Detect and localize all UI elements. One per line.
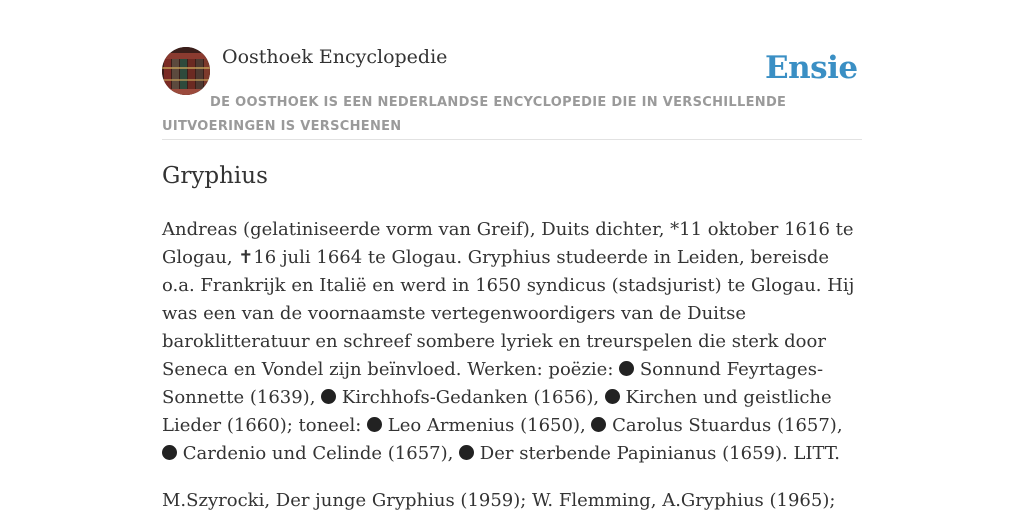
bullet-icon bbox=[459, 445, 474, 460]
bullet-icon bbox=[162, 445, 177, 460]
literature-references: M.Szyrocki, Der junge Gryphius (1959); W. Flemming, A.Gryphius (1965); bbox=[162, 490, 836, 511]
article-title: Gryphius bbox=[162, 163, 268, 189]
bullet-icon bbox=[321, 389, 336, 404]
ensie-logo-link[interactable]: Ensie bbox=[765, 50, 858, 86]
body-text: Cardenio und Celinde (1657), bbox=[177, 443, 460, 464]
body-text: Sonnund Feyrtages-Sonnette (1639), bbox=[162, 359, 824, 408]
bullet-icon bbox=[605, 389, 620, 404]
bullet-icon bbox=[591, 417, 606, 432]
header-divider bbox=[162, 139, 862, 140]
books-icon bbox=[162, 47, 210, 95]
site-name-link[interactable]: Oosthoek Encyclopedie bbox=[222, 46, 448, 68]
bullet-icon bbox=[367, 417, 382, 432]
article-body bbox=[162, 216, 862, 468]
body-text: Andreas (gelatiniseerde vorm van Greif), Duits dichter, *11 oktober 1616 te Glogau, ✝16 juli 1664 te Glogau. Gryphius studeerde in Leiden, bereisde o.a. Frankrijk en Italië en werd in 1650 syndicus (stadsjurist) te Glogau. Hij was een van de voornaamste vertegenwoordigers van de Duitse baroklitteratuur en schreef sombere lyriek en treurspelen die sterk door Seneca en Vondel zijn beïnvloed. Werken: poëzie: bbox=[162, 219, 855, 380]
bullet-icon bbox=[619, 361, 634, 376]
body-text: Leo Armenius (1650), bbox=[382, 415, 592, 436]
article-content bbox=[162, 216, 862, 512]
body-text: Kirchhofs-Gedanken (1656), bbox=[336, 387, 605, 408]
site-avatar[interactable] bbox=[162, 47, 210, 95]
body-text: Carolus Stuardus (1657), bbox=[606, 415, 843, 436]
body-text: Kirchen und geistliche Lieder (1660); toneel: bbox=[162, 387, 832, 436]
body-text: Der sterbende Papinianus (1659). LITT. bbox=[474, 443, 840, 464]
site-tagline: DE OOSTHOEK IS EEN NEDERLANDSE ENCYCLOPEDIE DIE IN VERSCHILLENDE UITVOERINGEN IS VERSCHENEN bbox=[162, 95, 787, 134]
